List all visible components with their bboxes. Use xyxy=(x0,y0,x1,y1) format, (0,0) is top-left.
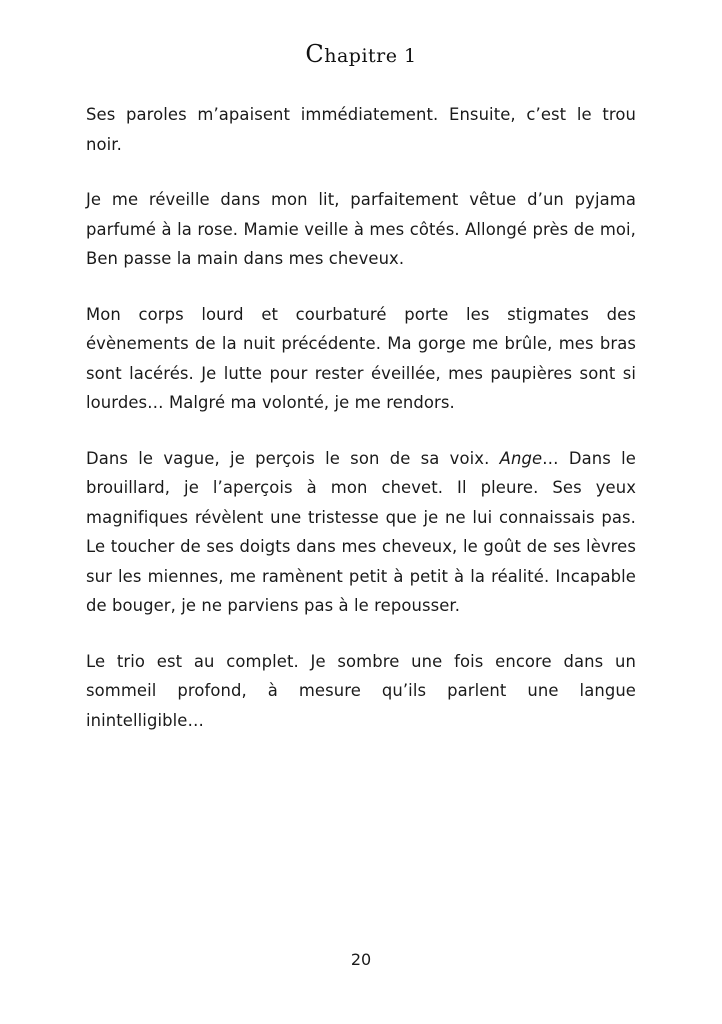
chapter-heading: Chapitre 1 xyxy=(305,40,417,68)
paragraph: Ses paroles m’apaisent immédiatement. Ensuite, c’est le trou noir. xyxy=(86,105,636,154)
body-text xyxy=(86,100,636,735)
emphasised-word: Ange xyxy=(499,448,543,468)
paragraph: Dans le vague, je perçois le son de sa voix. Ange… Dans le brouillard, je l’aperçois à mon chevet. Il pleure. Ses yeux magnifiques révèlent une tristesse que je ne lui connaissais pas. Le toucher de ses doigts dans mes cheveux, le goût de ses lèvres sur les miennes, me ramènent petit à petit à la réalité. Incapable de bouger, je ne parviens pas à le repousser. xyxy=(86,448,636,615)
paragraph: Mon corps lourd et courbaturé porte les stigmates des évènements de la nuit précédente. Ma gorge me brûle, mes bras sont lacérés. Je lutte pour rester éveillée, mes paupières sont si lourdes… Malgré ma volonté, je me rendors. xyxy=(86,304,636,412)
page-number: 20 xyxy=(350,950,372,969)
paragraph: Le trio est au complet. Je sombre une fois encore dans un sommeil profond, à mesure qu’ils parlent une langue inintelligible… xyxy=(86,651,636,730)
chapter-heading-initial: C xyxy=(305,40,325,68)
paragraph: Je me réveille dans mon lit, parfaitement vêtue d’un pyjama parfumé à la rose. Mamie veille à mes côtés. Allongé près de moi, Ben passe la main dans mes cheveux. xyxy=(86,190,636,268)
